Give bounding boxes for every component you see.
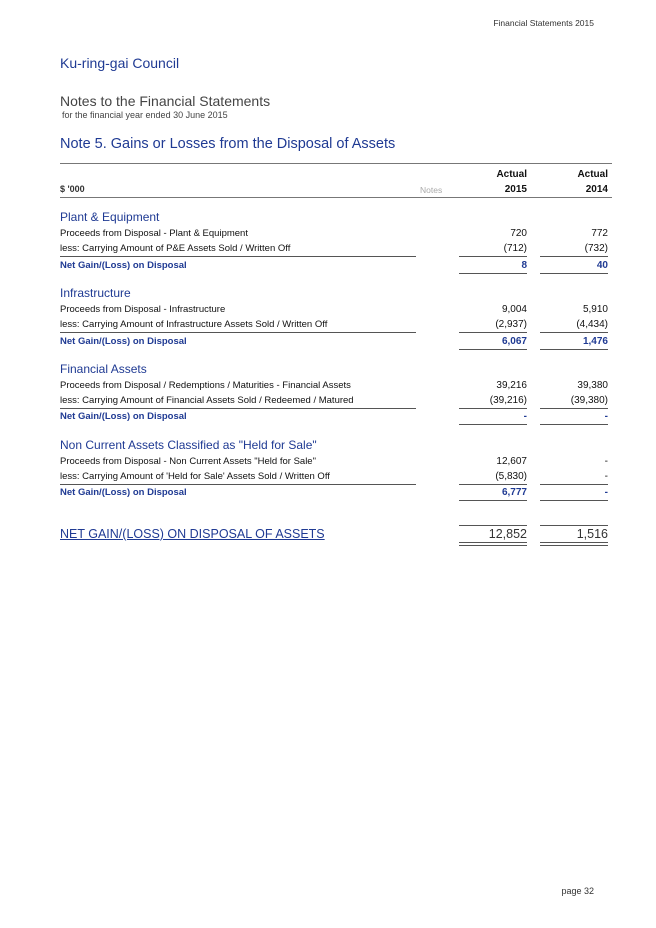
notes-column-header: Notes (420, 185, 443, 195)
net-gain-2015: 6,777 (501, 487, 527, 498)
page-number: page 32 (561, 886, 594, 896)
header-top-rule (60, 163, 612, 164)
subtotal-rule-2014 (540, 484, 608, 485)
table-row-label: Proceeds from Disposal - Non Current Assets "Held for Sale" (60, 456, 316, 467)
section-title-infrastructure: Infrastructure (60, 286, 131, 300)
net-gain-2015: 8 (521, 260, 527, 271)
net-gain-2015: 6,067 (501, 336, 527, 347)
net-gain-label: Net Gain/(Loss) on Disposal (60, 336, 187, 347)
total-2015: 12,852 (488, 527, 527, 541)
net-rule-2015 (459, 424, 527, 425)
header-bottom-rule (60, 197, 612, 198)
table-cell-2014: 5,910 (582, 304, 608, 315)
net-rule-2014 (540, 500, 608, 501)
table-row-label: less: Carrying Amount of P&E Assets Sold / Written Off (60, 243, 291, 254)
table-cell-2015: 12,607 (496, 456, 527, 467)
unit-label: $ '000 (60, 184, 85, 194)
table-cell-2014: (4,434) (576, 319, 608, 330)
net-rule-2015 (459, 349, 527, 350)
table-cell-2015: 9,004 (501, 304, 527, 315)
section-title-financial-assets: Financial Assets (60, 362, 147, 376)
col-2015-header-line1: Actual (496, 169, 527, 180)
col-2015-header-line2: 2015 (504, 184, 527, 195)
table-cell-2015: 720 (510, 228, 527, 239)
table-cell-2014: 772 (591, 228, 608, 239)
total-top-rule-2014 (540, 525, 608, 526)
net-gain-label: Net Gain/(Loss) on Disposal (60, 487, 187, 498)
net-rule-2015 (459, 273, 527, 274)
section-title-held-for-sale: Non Current Assets Classified as "Held for Sale" (60, 438, 317, 452)
col-2014-header-line2: 2014 (585, 184, 608, 195)
net-rule-2015 (459, 500, 527, 501)
table-cell-2014: - (604, 471, 608, 482)
table-row-label: Proceeds from Disposal / Redemptions / Maturities - Financial Assets (60, 380, 351, 391)
net-gain-2014: - (604, 487, 608, 498)
net-gain-2014: 40 (596, 260, 608, 271)
label-underline (60, 484, 416, 485)
table-cell-2015: (39,216) (489, 395, 527, 406)
table-cell-2014: - (604, 456, 608, 467)
note-title: Note 5. Gains or Losses from the Disposal of Assets (60, 136, 396, 152)
subtotal-rule-2015 (459, 256, 527, 257)
subtotal-rule-2015 (459, 408, 527, 409)
table-row-label: less: Carrying Amount of 'Held for Sale' Assets Sold / Written Off (60, 471, 330, 482)
subtotal-rule-2014 (540, 332, 608, 333)
total-double-rule-2014 (540, 542, 608, 546)
net-rule-2014 (540, 424, 608, 425)
council-name: Ku-ring-gai Council (60, 55, 180, 71)
table-cell-2015: (2,937) (495, 319, 527, 330)
net-gain-2014: 1,476 (582, 336, 608, 347)
total-label: NET GAIN/(LOSS) ON DISPOSAL OF ASSETS (60, 527, 325, 541)
net-gain-2014: - (604, 411, 608, 422)
table-row-label: less: Carrying Amount of Financial Assets Sold / Redeemed / Matured (60, 395, 354, 406)
label-underline (60, 408, 416, 409)
table-cell-2015: (712) (503, 243, 527, 254)
label-underline (60, 332, 416, 333)
table-cell-2015: (5,830) (495, 471, 527, 482)
table-row-label: less: Carrying Amount of Infrastructure Assets Sold / Written Off (60, 319, 328, 330)
net-gain-label: Net Gain/(Loss) on Disposal (60, 411, 187, 422)
total-double-rule-2015 (459, 542, 527, 546)
subtotal-rule-2014 (540, 256, 608, 257)
table-cell-2014: (732) (584, 243, 608, 254)
net-gain-2015: - (523, 411, 527, 422)
col-2014-header-line1: Actual (577, 169, 608, 180)
subtotal-rule-2015 (459, 332, 527, 333)
subtotal-rule-2015 (459, 484, 527, 485)
total-2014: 1,516 (576, 527, 608, 541)
running-header: Financial Statements 2015 (493, 18, 594, 28)
notes-title: Notes to the Financial Statements (60, 93, 271, 109)
subtotal-rule-2014 (540, 408, 608, 409)
net-rule-2014 (540, 349, 608, 350)
net-gain-label: Net Gain/(Loss) on Disposal (60, 260, 187, 271)
total-top-rule-2015 (459, 525, 527, 526)
notes-subtitle: for the financial year ended 30 June 2015 (62, 110, 228, 120)
table-row-label: Proceeds from Disposal - Plant & Equipment (60, 228, 248, 239)
table-row-label: Proceeds from Disposal - Infrastructure (60, 304, 226, 315)
net-rule-2014 (540, 273, 608, 274)
section-title-plant-equipment: Plant & Equipment (60, 210, 160, 224)
table-cell-2014: 39,380 (577, 380, 608, 391)
table-cell-2014: (39,380) (570, 395, 608, 406)
table-cell-2015: 39,216 (496, 380, 527, 391)
label-underline (60, 256, 416, 257)
